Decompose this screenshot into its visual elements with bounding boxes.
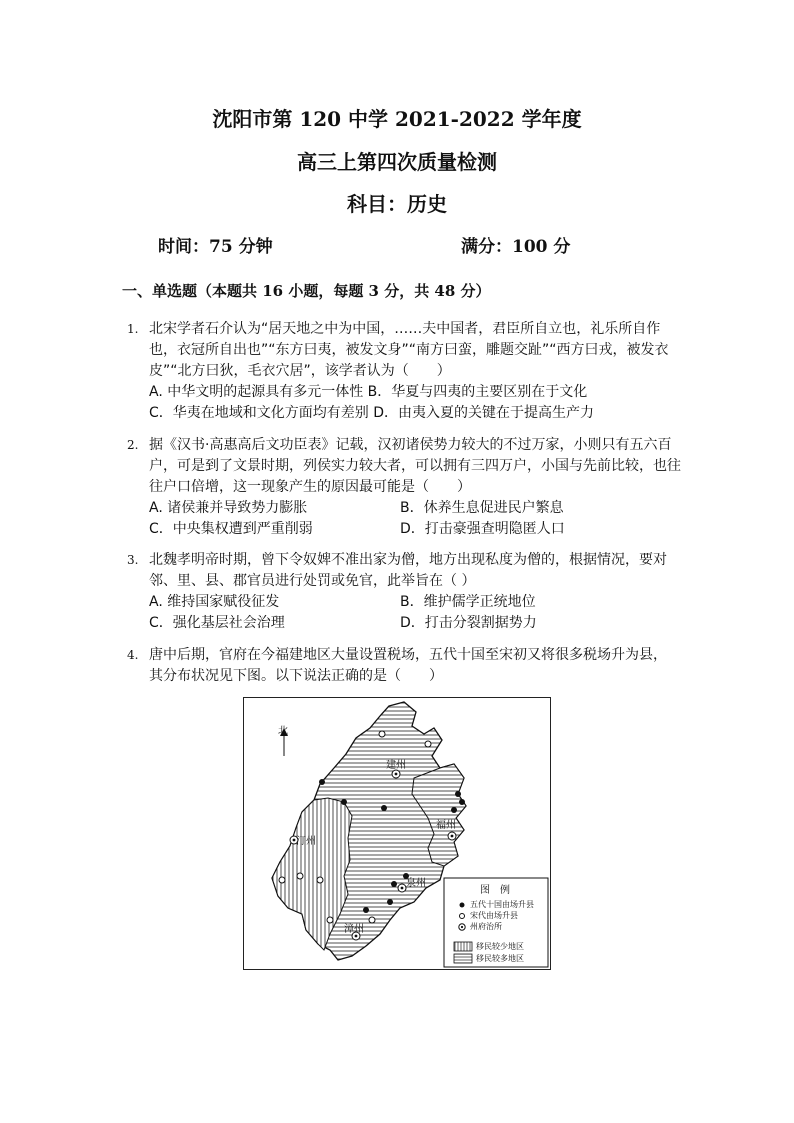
question-number: 2. — [127, 438, 139, 452]
option-a[interactable]: A. 诸侯兼并导致势力膨胀 — [149, 500, 308, 516]
legend-dot-filled — [460, 903, 465, 908]
north-label: 北 — [278, 726, 288, 737]
option-d[interactable]: D．打击分裂割据势力 — [400, 615, 537, 631]
city-tingzhou: 汀州 — [296, 836, 316, 847]
fujian-map — [244, 698, 550, 969]
option-d[interactable]: D．打击豪强查明隐匿人口 — [400, 521, 565, 537]
option-row[interactable]: C．华夷在地域和文化方面均有差别 D．由夷入夏的关键在于提高生产力 — [149, 405, 595, 421]
city-fuzhou: 福州 — [436, 820, 456, 831]
option-row[interactable]: A. 中华文明的起源具有多元一体性 B．华夏与四夷的主要区别在于文化 — [149, 384, 588, 400]
legend-item: 移民较多地区 — [476, 954, 524, 963]
legend-title: 图 例 — [480, 885, 510, 896]
question-number: 1. — [127, 322, 139, 336]
question-line: 往户口倍增，这一现象产生的原因最可能是（ ） — [149, 479, 471, 495]
section-title: 一、单选题（本题共 16 小题，每题 3 分，共 48 分） — [122, 282, 491, 300]
question-line: 其分布状况见下图。以下说法正确的是（ ） — [149, 668, 443, 684]
legend-item: 移民较少地区 — [476, 942, 524, 951]
city-quanzhou: 泉州 — [406, 878, 426, 889]
legend-item: 五代十国由场升县 — [470, 900, 534, 909]
city-jianzhou: 建州 — [386, 760, 406, 771]
question-line: 唐中后期，官府在今福建地区大量设置税场，五代十国至宋初又将很多税场升为县， — [149, 647, 667, 663]
question-line: 皮”“北方曰狄，毛衣穴居”，该学者认为（ ） — [149, 363, 451, 379]
legend-swatch-few — [454, 942, 472, 951]
question-line: 据《汉书·高惠高后文功臣表》记载，汉初诸侯势力较大的不过万家，小则只有五六百 — [149, 437, 672, 453]
question-line: 也，衣冠所自出也”“东方曰夷，被发文身”“南方曰蛮，雕题交趾”“西方曰戎，被发衣 — [149, 342, 669, 358]
option-c[interactable]: C．中央集权遭到严重削弱 — [149, 521, 313, 537]
legend-item: 州府治所 — [470, 922, 502, 931]
option-c[interactable]: C．强化基层社会治理 — [149, 615, 285, 631]
question-line: 北宋学者石介认为“居天地之中为中国，……夫中国者，君臣所自立也，礼乐所自作 — [149, 321, 661, 337]
question-line: 邻、里、县、郡官员进行处罚或免官，此举旨在（ ） — [149, 573, 476, 589]
question-line: 北魏孝明帝时期，曾下令奴婢不准出家为僧，地方出现私度为僧的，根据情况，要对 — [149, 552, 667, 568]
option-b[interactable]: B．休养生息促进民户繁息 — [400, 500, 564, 516]
question-number: 3. — [127, 553, 139, 567]
fujian-map-figure — [243, 697, 551, 970]
question-number: 4. — [127, 648, 139, 662]
exam-time: 时间：75 分钟 — [158, 237, 273, 257]
legend-item: 宋代由场升县 — [470, 911, 518, 920]
legend-dot-hollow — [460, 914, 465, 919]
exam-subject: 科目：历史 — [347, 192, 447, 216]
exam-title: 沈阳市第 120 中学 2021-2022 学年度 — [212, 107, 582, 131]
option-a[interactable]: A. 维持国家赋役征发 — [149, 594, 280, 610]
legend-swatch-many — [454, 954, 472, 963]
exam-subtitle: 高三上第四次质量检测 — [297, 150, 497, 174]
exam-score: 满分：100 分 — [461, 237, 571, 257]
question-line: 户，可是到了文景时期，列侯实力较大者，可以拥有三四万户，小国与先前比较，也往 — [149, 458, 681, 474]
city-zhangzhou: 漳州 — [344, 924, 364, 935]
option-b[interactable]: B．维护儒学正统地位 — [400, 594, 536, 610]
